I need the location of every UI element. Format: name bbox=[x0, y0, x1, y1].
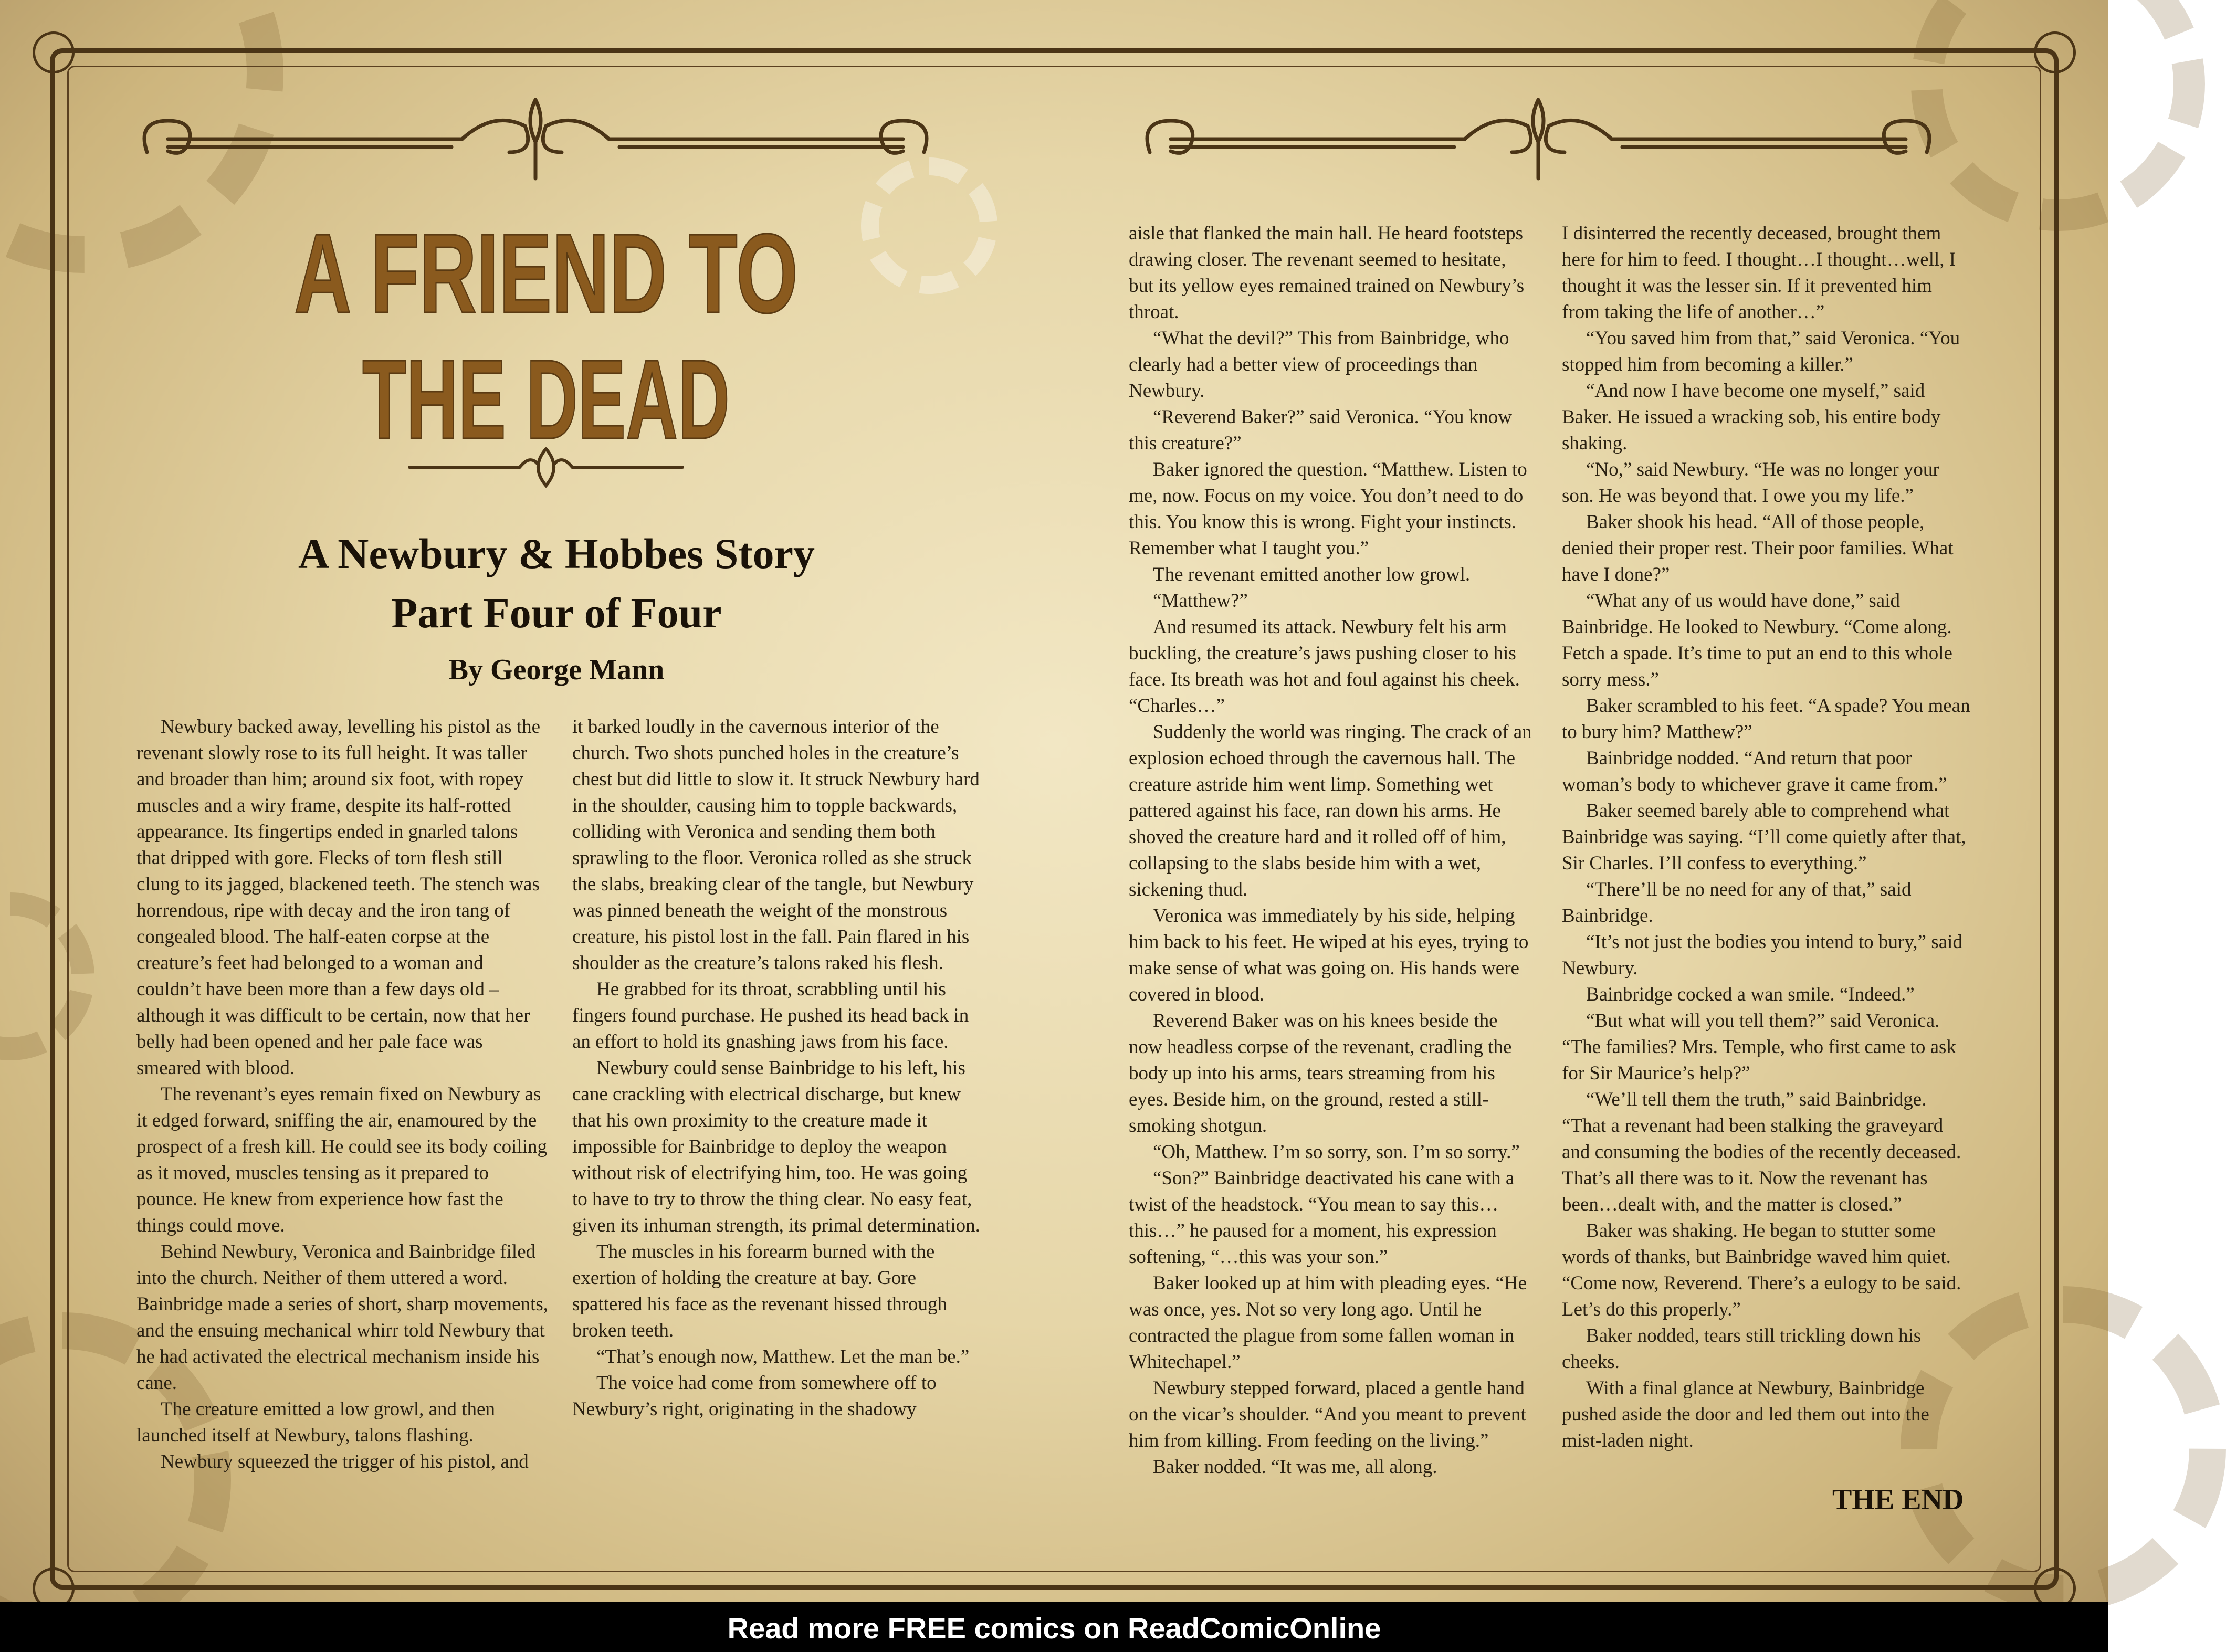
text-column-1 bbox=[136, 714, 549, 1486]
paragraph: Reverend Baker was on his knees beside the now headless corpse of the revenant, cradling the body up into his arms, tears streaming from his eyes. Beside him, on the ground, rested a still-smoking shotgun. bbox=[1129, 1010, 1512, 1137]
paragraph: “There’ll be no need for any of that,” said Bainbridge. bbox=[1562, 879, 1912, 927]
paragraph: aisle that flanked the main hall. He heard footsteps drawing closer. The revenant seemed to hesitate, but its yellow eyes remained trained on Newbury’s throat. bbox=[1129, 223, 1525, 323]
footer-promo-link[interactable]: Read more FREE comics on ReadComicOnline bbox=[727, 1612, 1381, 1645]
paragraph: Bainbridge cocked a wan smile. “Indeed.” bbox=[1586, 984, 1915, 1005]
paragraph: “Oh, Matthew. I’m so sorry, son. I’m so sorry.” bbox=[1153, 1141, 1520, 1163]
title-line-2: THE DEAD bbox=[362, 336, 730, 462]
story-title-art bbox=[284, 205, 808, 462]
paragraph: “Son?” Bainbridge deactivated his cane with a twist of the headstock. “You mean to say this… this…” he paused for a moment, his expression softening, “…this was your son.” bbox=[1129, 1167, 1515, 1268]
paragraph: Bainbridge nodded. “And return that poor woman’s body to whichever grave it came from.” bbox=[1562, 748, 1947, 795]
flourish-ornament-left bbox=[126, 89, 945, 189]
paragraph: “That’s enough now, Matthew. Let the man be.” bbox=[596, 1346, 970, 1367]
paragraph: Baker shook his head. “All of those people, denied their proper rest. Their poor families. What have I done?” bbox=[1562, 511, 1954, 585]
paragraph: The muscles in his forearm burned with the exertion of holding the creature at bay. Gore spattered his face as the revenant hissed through broken teeth. bbox=[572, 1241, 948, 1341]
paragraph: Behind Newbury, Veronica and Bainbridge filed into the church. Neither of them uttered a word. Bainbridge made a series of short, sharp movements, and the ensuing mechanical whirr told Newbury that he had activated the electrical mechanism inside his cane. bbox=[136, 1241, 548, 1394]
paragraph: Baker was shaking. He began to stutter some words of thanks, but Bainbridge waved him quiet. “Come now, Reverend. There’s a eulogy to be said. Let’s do this properly.” bbox=[1562, 1220, 1961, 1320]
paragraph: Newbury squeezed the trigger of his pistol, and bbox=[161, 1451, 529, 1472]
paragraph: Baker ignored the question. “Matthew. Listen to me, now. Focus on my voice. You don’t need to do this. You know this is wrong. Fight your instincts. Remember what I taught you.” bbox=[1129, 459, 1527, 559]
frame-corner-top-right bbox=[2034, 31, 2076, 73]
paragraph: “And now I have become one myself,” said Baker. He issued a wracking sob, his entire body shaking. bbox=[1562, 380, 1941, 454]
paragraph: Baker nodded. “It was me, all along. bbox=[1153, 1456, 1437, 1478]
paragraph: The creature emitted a low growl, and then launched itself at Newbury, talons flashing. bbox=[136, 1398, 495, 1446]
paragraph: “Matthew?” bbox=[1153, 590, 1248, 612]
text-column-2 bbox=[572, 714, 984, 1486]
paragraph: “It’s not just the bodies you intend to bury,” said Newbury. bbox=[1562, 931, 1962, 979]
paragraph: Newbury backed away, levelling his pistol as the revenant slowly rose to its full height. It was taller and broader than him; around six foot, with ropey muscles and a wiry frame, despite its half-rotted appearance. Its fingertips ended in gnarled talons that dripped with gore. Flecks of torn flesh still clung to its jagged, blackened teeth. The stench was horrendous, ripe with decay and the iron tang of congealed blood. The half-eaten corpse at the creature’s feet had belonged to a woman and couldn’t have been more than a few days old – although it was difficult to be certain, now that her belly had been opened and her pale face was smeared with blood. bbox=[136, 716, 541, 1079]
frame-corner-top-left bbox=[33, 31, 75, 73]
paragraph: Suddenly the world was ringing. The crack of an explosion echoed through the cavernous hall. The creature astride him went limp. Something wet pattered against his face, ran down his arms. He shoved the creature hard and it rolled off of him, collapsing to the slabs beside him with a wet, sickening thud. bbox=[1129, 721, 1532, 900]
paragraph: Baker seemed barely able to comprehend what Bainbridge was saying. “I’ll come quietly after that, Sir Charles. I’ll confess to everything.” bbox=[1562, 800, 1966, 874]
paragraph: He grabbed for its throat, scrabbling until his fingers found purchase. He pushed its head back in an effort to hold its gnashing jaws from his face. bbox=[572, 978, 969, 1053]
paragraph: With a final glance at Newbury, Bainbridge pushed aside the door and led them out into the mist-laden night. bbox=[1562, 1377, 1929, 1451]
paragraph: Newbury stepped forward, placed a gentle hand on the vicar’s shoulder. “And you meant to prevent him from killing. From feeding on the living.” bbox=[1129, 1377, 1526, 1451]
story-series-heading: A Newbury & Hobbes Story bbox=[298, 530, 815, 577]
flourish-ornament-right bbox=[1129, 89, 1948, 189]
paragraph: The revenant emitted another low growl. bbox=[1153, 564, 1471, 585]
paragraph: “What any of us would have done,” said Bainbridge. He looked to Newbury. “Come along. Fetch a spade. It’s time to put an end to this whole sorry mess.” bbox=[1562, 590, 1952, 690]
paragraph: The voice had come from somewhere off to Newbury’s right, originating in the shadowy bbox=[572, 1372, 937, 1420]
paragraph: Baker nodded, tears still trickling down his cheeks. bbox=[1562, 1325, 1922, 1373]
paragraph: “No,” said Newbury. “He was no longer your son. He was beyond that. I owe you my life.” bbox=[1562, 459, 1939, 507]
paragraph: Newbury could sense Bainbridge to his left, his cane crackling with electrical discharge, but knew that his own proximity to the creature made it impossible for Bainbridge to deploy the weapon without risk of electrifying him, too. He was going to have to try to throw the thing clear. No easy feat, given its inhuman strength, its primal determination. bbox=[572, 1057, 980, 1236]
text-column-3 bbox=[1129, 220, 1533, 1480]
paragraph: Baker scrambled to his feet. “A spade? You mean to bury him? Matthew?” bbox=[1562, 695, 1970, 743]
the-end-label: THE END bbox=[1832, 1483, 1964, 1516]
title-line-1: A FRIEND TO bbox=[294, 210, 798, 336]
paragraph: Baker looked up at him with pleading eyes. “He was once, yes. Not so very long ago. Until he contracted the plague from some fallen woman in Whitechapel.” bbox=[1129, 1272, 1527, 1373]
paragraph: And resumed its attack. Newbury felt his arm buckling, the creature’s jaws pushing closer to his face. Its breath was hot and foul against his cheek. “Charles…” bbox=[1129, 616, 1520, 717]
story-part-heading: Part Four of Four bbox=[391, 589, 722, 637]
paragraph: it barked loudly in the cavernous interior of the church. Two shots punched holes in the creature’s chest but did little to slow it. It struck Newbury hard in the shoulder, causing him to topple backwards, colliding with Veronica and sending them both sprawling to the floor. Veronica rolled as she struck the slabs, breaking clear of the tangle, but Newbury was pinned beneath the weight of the monstrous creature, his pistol lost in the fall. Pain flared in his shoulder as the creature’s talons raked his flesh. bbox=[572, 716, 980, 974]
paragraph: “We’ll tell them the truth,” said Bainbridge. “That a revenant had been stalking the graveyard and consuming the bodies of the recently deceased. That’s all there was to it. Now the revenant has been…dealt with, and the matter is closed.” bbox=[1562, 1089, 1961, 1215]
paragraph: “Reverend Baker?” said Veronica. “You know this creature?” bbox=[1129, 406, 1512, 454]
paragraph: “You saved him from that,” said Veronica. “You stopped him from becoming a killer.” bbox=[1562, 328, 1960, 375]
paragraph: “What the devil?” This from Bainbridge, who clearly had a better view of proceedings than Newbury. bbox=[1129, 328, 1509, 402]
paragraph: The revenant’s eyes remain fixed on Newbury as it edged forward, sniffing the air, enamoured by the prospect of a fresh kill. He could see its body coiling as it moved, muscles tensing as it prepared to pounce. He knew from experience how fast the things could move. bbox=[136, 1083, 547, 1236]
paragraph: I disinterred the recently deceased, brought them here for him to feed. I thought…I thought…well, I thought it was the lesser sin. If it prevented him from taking the life of another…” bbox=[1562, 223, 1956, 323]
text-column-4 bbox=[1562, 220, 1974, 1470]
story-byline: By George Mann bbox=[448, 654, 665, 686]
paragraph: “But what will you tell them?” said Veronica. “The families? Mrs. Temple, who first came to ask for Sir Maurice’s help?” bbox=[1562, 1010, 1956, 1084]
paragraph: Veronica was immediately by his side, helping him back to his feet. He wiped at his eyes, trying to make sense of what was going on. His hands were covered in blood. bbox=[1129, 905, 1529, 1005]
